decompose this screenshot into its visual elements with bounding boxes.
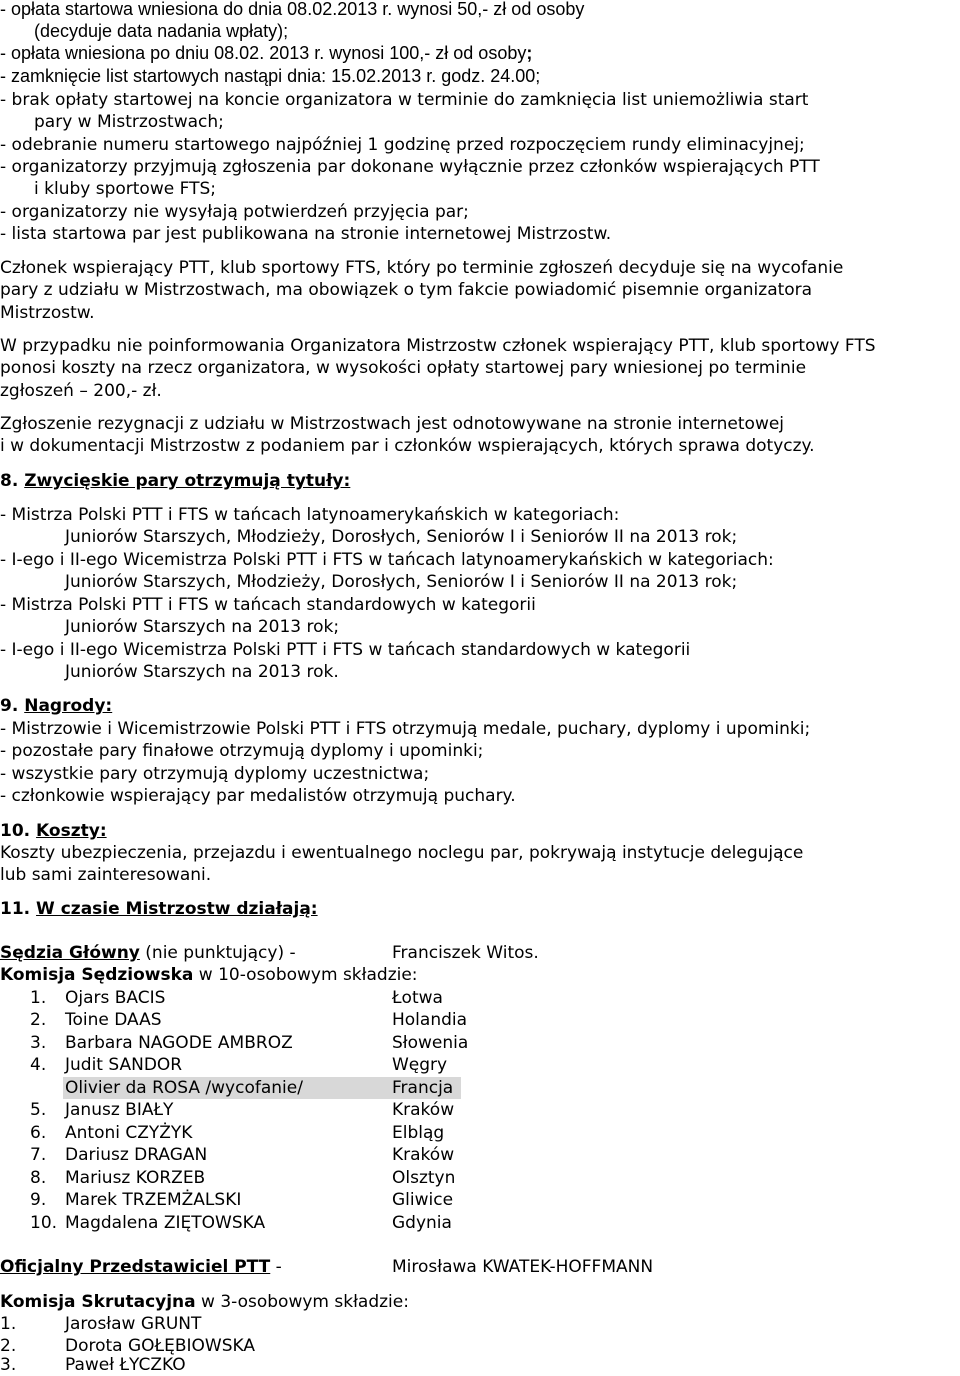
title-latin-line: - Mistrza Polski PTT i FTS w tańcach latynoamerykańskich w kategoriach:: [0, 505, 620, 525]
no-fee-line: - brak opłaty startowej na koncie organizatora w terminie do zamknięcia list uniemożliwia start: [0, 90, 809, 110]
title-standard-line: - Mistrza Polski PTT i FTS w tańcach standardowych w kategorii: [0, 595, 536, 615]
list-item: [0, 987, 960, 1009]
judge-number: 2.: [30, 1010, 47, 1030]
title-latin-categories: Juniorów Starszych, Młodzieży, Dorosłych, Seniorów I i Seniorów II na 2013 rok;: [65, 527, 738, 547]
judge-name: Barbara NAGODE AMBROZ: [65, 1033, 293, 1053]
judge-country: Olsztyn: [392, 1168, 456, 1188]
costs-line-1: Koszty ubezpieczenia, przejazdu i ewentualnego noclegu par, pokrywają instytucje delegujące: [0, 843, 804, 863]
counting-note: w 3-osobowym składzie:: [195, 1292, 409, 1312]
list-item: [0, 1009, 960, 1031]
judge-name: Judit SANDOR: [65, 1055, 183, 1075]
judge-number: 9.: [30, 1190, 47, 1210]
counter-number: 2.: [0, 1336, 17, 1356]
judge-name: Olivier da ROSA /wycofanie/: [65, 1078, 303, 1098]
judge-name: Ojars BACIS: [65, 988, 166, 1008]
section-11-number: 11.: [0, 899, 31, 919]
representative-label: Oficjalny Przedstawiciel PTT: [0, 1257, 271, 1277]
section-10-heading: [0, 820, 107, 842]
head-judge-label: Sędzia Główny: [0, 943, 140, 963]
para-withdrawal-1: Członek wspierający PTT, klub sportowy FTS, który po terminie zgłoszeń decyduje się na wycofanie: [0, 258, 844, 278]
confirmation-line: - organizatorzy nie wysyłają potwierdzeń przyjęcia par;: [0, 202, 469, 222]
head-judge-note: (nie punktujący) -: [139, 943, 296, 963]
judge-name: Janusz BIAŁY: [65, 1100, 174, 1120]
section-8-title: Zwycięskie pary otrzymują tytuły:: [24, 471, 351, 491]
section-10-number: 10.: [0, 821, 31, 841]
judge-country: Holandia: [392, 1010, 468, 1030]
prize-line-1: - Mistrzowie i Wicemistrzowie Polski PTT i FTS otrzymują medale, puchary, dyplomy i upominki;: [0, 719, 811, 739]
judge-name: Magdalena ZIĘTOWSKA: [65, 1213, 266, 1233]
number-pickup-line: - odebranie numeru startowego najpóźniej 1 godzinę przed rozpoczęciem rundy eliminacyjnej;: [0, 135, 805, 155]
counting-label: Komisja Skrutacyjna: [0, 1292, 196, 1312]
head-judge-row: [0, 942, 296, 964]
title-vice-latin-categories: Juniorów Starszych, Młodzieży, Dorosłych, Seniorów I i Seniorów II na 2013 rok;: [65, 572, 738, 592]
judge-number: 6.: [30, 1123, 47, 1143]
list-item: [0, 1032, 960, 1054]
judge-name: Toine DAAS: [65, 1010, 162, 1030]
list-item: [0, 1054, 960, 1076]
judge-country: Łotwa: [392, 988, 443, 1008]
fee-line-1-note: (decyduje data nadania wpłaty);: [34, 21, 289, 41]
judge-name: Dariusz DRAGAN: [65, 1145, 208, 1165]
judge-country: Gdynia: [392, 1213, 452, 1233]
para-costs-2: ponosi koszty na rzecz organizatora, w wysokości opłaty startowej pary wniesionej po terminie: [0, 358, 807, 378]
representative-row: [0, 1256, 282, 1278]
start-list-line: - lista startowa par jest publikowana na stronie internetowej Mistrzostw.: [0, 224, 612, 244]
section-11-heading: [0, 898, 318, 920]
entries-line: - organizatorzy przyjmują zgłoszenia par dokonane wyłącznie przez członków wspierających PTT: [0, 157, 820, 177]
para-costs-3: zgłoszeń – 200,- zł.: [0, 381, 162, 401]
judge-number: 8.: [30, 1168, 47, 1188]
costs-line-2: lub sami zainteresowani.: [0, 865, 212, 885]
title-vice-standard-categories: Juniorów Starszych na 2013 rok.: [65, 662, 339, 682]
panel-heading: [0, 964, 418, 986]
fee-line-1: - opłata startowa wniesiona do dnia 08.02.2013 r. wynosi 50,- zł od osoby: [0, 0, 585, 19]
list-item: [0, 1099, 960, 1121]
section-8-heading: [0, 470, 350, 492]
list-item: [0, 1122, 960, 1144]
judge-number: 10.: [30, 1213, 58, 1233]
counter-name: Paweł ŁYCZKO: [65, 1355, 186, 1375]
counter-name: Dorota GOŁĘBIOWSKA: [65, 1336, 255, 1356]
section-11-title: W czasie Mistrzostw działają:: [36, 899, 318, 919]
fee-line-2: [0, 42, 532, 64]
list-item: [0, 1144, 960, 1166]
fee-line-2-text: - opłata wniesiona po dniu 08.02. 2013 r. wynosi 100,- zł od osoby: [0, 43, 527, 63]
prize-line-2: - pozostałe pary finałowe otrzymują dyplomy i upominki;: [0, 741, 484, 761]
para-resignation-2: i w dokumentacji Mistrzostw z podaniem par i członków wspierających, których sprawa dotyczy.: [0, 436, 815, 456]
list-item: [0, 1354, 960, 1376]
representative-dash: -: [270, 1257, 282, 1277]
counter-number: 1.: [0, 1314, 17, 1334]
judge-country: Węgry: [392, 1055, 448, 1075]
prize-line-4: - członkowie wspierający par medalistów otrzymują puchary.: [0, 786, 516, 806]
para-withdrawal-2: pary z udziału w Mistrzostwach, ma obowiązek o tym fakcie powiadomić pisemnie organizatora: [0, 280, 813, 300]
list-item: [0, 1189, 960, 1211]
list-item: [0, 1313, 960, 1335]
list-item: [0, 1212, 960, 1234]
judge-number: 1.: [30, 988, 47, 1008]
judge-country: Elbląg: [392, 1123, 445, 1143]
entries-line-cont: i kluby sportowe FTS;: [34, 179, 216, 199]
section-9-heading: [0, 695, 112, 717]
section-8-number: 8.: [0, 471, 19, 491]
title-vice-standard-line: - I-ego i II-ego Wicemistrza Polski PTT i FTS w tańcach standardowych w kategorii: [0, 640, 691, 660]
judge-country: Francja: [392, 1078, 454, 1098]
list-item: [0, 1167, 960, 1189]
para-resignation-1: Zgłoszenie rezygnacji z udziału w Mistrzostwach jest odnotowywane na stronie internetowej: [0, 414, 785, 434]
judge-number: 4.: [30, 1055, 47, 1075]
section-9-title: Nagrody:: [24, 696, 113, 716]
judge-name: Marek TRZEMŻALSKI: [65, 1190, 242, 1210]
prize-line-3: - wszystkie pary otrzymują dyplomy uczestnictwa;: [0, 764, 430, 784]
head-judge-name: Franciszek Witos.: [392, 943, 539, 963]
judge-country: Gliwice: [392, 1190, 454, 1210]
closing-line: - zamknięcie list startowych nastąpi dnia: 15.02.2013 r. godz. 24.00;: [0, 66, 541, 86]
no-fee-line-cont: pary w Mistrzostwach;: [34, 112, 224, 132]
judge-number: 5.: [30, 1100, 47, 1120]
counter-number: 3.: [0, 1355, 17, 1375]
para-costs-1: W przypadku nie poinformowania Organizatora Mistrzostw członek wspierający PTT, klub sportowy FTS: [0, 336, 876, 356]
fee-line-2-end: ;: [526, 43, 533, 63]
panel-label: Komisja Sędziowska: [0, 965, 194, 985]
title-vice-latin-line: - I-ego i II-ego Wicemistrza Polski PTT i FTS w tańcach latynoamerykańskich w kategoriach:: [0, 550, 774, 570]
representative-name: Mirosława KWATEK-HOFFMANN: [392, 1257, 654, 1277]
judge-number: 3.: [30, 1033, 47, 1053]
judge-country: Kraków: [392, 1100, 455, 1120]
judge-name: Antoni CZYŻYK: [65, 1123, 193, 1143]
judge-number: 7.: [30, 1145, 47, 1165]
judge-name: Mariusz KORZEB: [65, 1168, 206, 1188]
section-10-title: Koszty:: [36, 821, 107, 841]
para-withdrawal-3: Mistrzostw.: [0, 303, 95, 323]
judge-country: Słowenia: [392, 1033, 469, 1053]
counter-name: Jarosław GRUNT: [65, 1314, 202, 1334]
judge-country: Kraków: [392, 1145, 455, 1165]
panel-note: w 10-osobowym składzie:: [193, 965, 418, 985]
counting-heading: [0, 1291, 409, 1313]
title-standard-categories: Juniorów Starszych na 2013 rok;: [65, 617, 340, 637]
section-9-number: 9.: [0, 696, 19, 716]
list-item-withdrawn: [0, 1077, 960, 1099]
